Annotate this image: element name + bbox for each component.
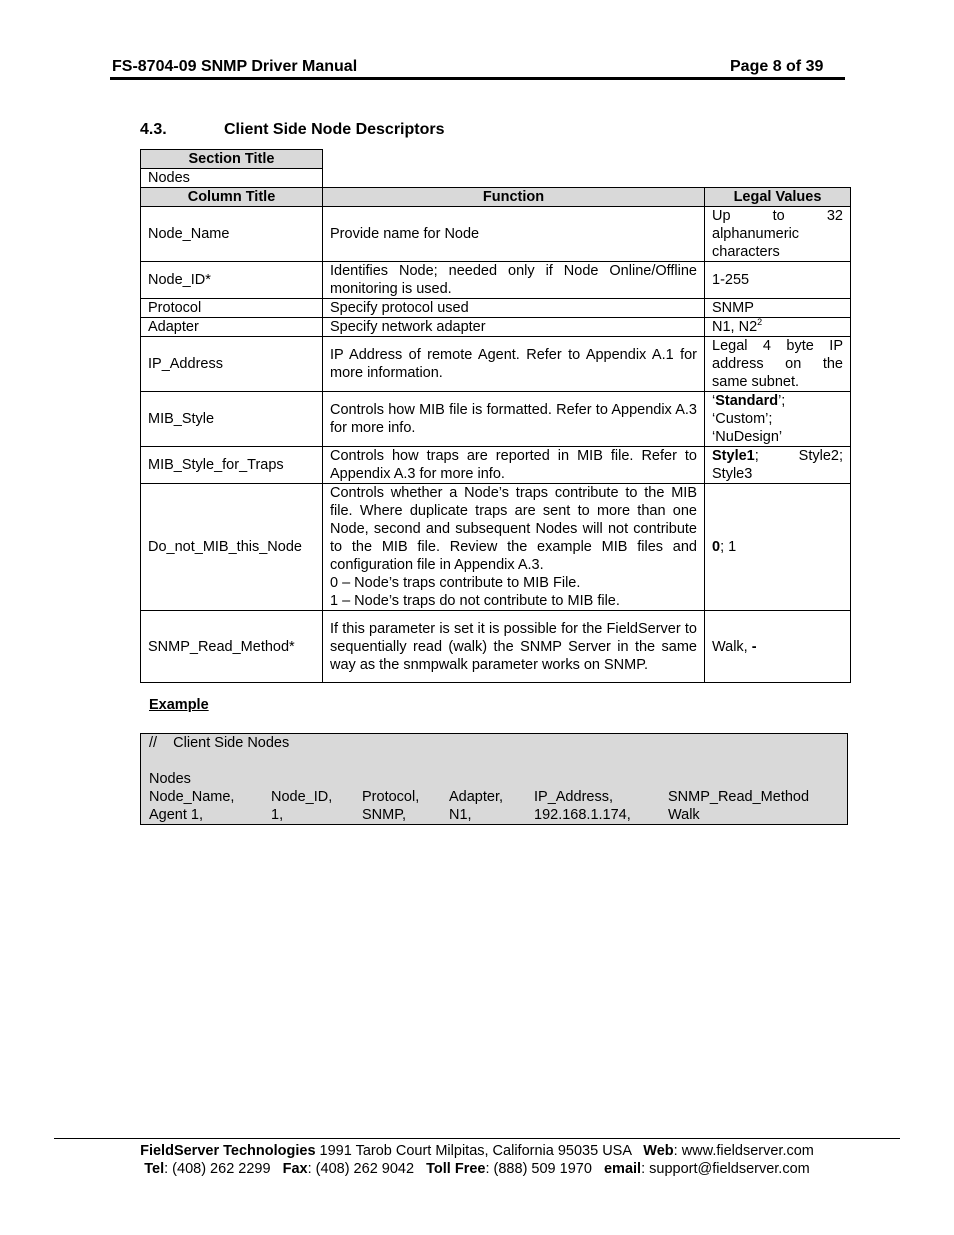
example-header: IP_Address, — [534, 789, 613, 805]
legal-text: N1, N2 — [712, 319, 758, 335]
param-function: Provide name for Node — [323, 207, 705, 262]
param-name: Node_Name — [141, 207, 323, 262]
footer-fax: : (408) 262 9042 — [307, 1161, 427, 1177]
column-header: Legal Values — [705, 188, 851, 207]
table-row — [141, 484, 851, 611]
table-row — [141, 299, 851, 318]
example-header: Adapter, — [449, 789, 504, 805]
footer-line-1 — [0, 1143, 954, 1159]
param-legal — [705, 447, 851, 484]
legal-text: ‘NuDesign’ — [712, 429, 783, 445]
table-row — [141, 318, 851, 337]
legal-default: 0 — [712, 539, 721, 555]
example-header: Protocol, — [362, 789, 420, 805]
param-legal: SNMP — [705, 299, 851, 318]
footnote-marker: 2 — [757, 317, 763, 328]
example-value: 192.168.1.174, — [534, 807, 631, 823]
legal-default: - — [751, 638, 757, 655]
param-function: If this parameter is set it is possible for the FieldServer to sequentially read (walk) the SNMP Server in the same way as the snmpwalk parameter works on SNMP. — [323, 611, 705, 683]
legal-text: ; Style2; Style3 — [712, 448, 843, 482]
param-legal: 1-255 — [705, 262, 851, 299]
footer-tollfree: : (888) 509 1970 — [485, 1161, 604, 1177]
legal-default: Style1 — [712, 448, 755, 464]
footer-tel-label: Tel — [144, 1161, 165, 1177]
legal-text: ‘ — [712, 393, 716, 409]
example-value: 1, — [271, 807, 284, 823]
footer-line-2 — [0, 1161, 954, 1177]
function-text: Controls whether a Node’s traps contribute to the MIB file. Where duplicate traps are sent to more than one Node, second and subsequent Nodes will not contribute to the MIB file. Review the example MIB files and configuration file in Appendix A.3. — [330, 485, 697, 573]
footer-web: : www.fieldserver.com — [673, 1143, 814, 1159]
example-header: Node_Name, — [149, 789, 235, 805]
param-name: Adapter — [141, 318, 323, 337]
footer-email: : support@fieldserver.com — [641, 1161, 810, 1177]
table-row — [141, 447, 851, 484]
param-legal: Up to 32 alphanumeric characters — [705, 207, 851, 262]
table-row — [141, 611, 851, 683]
param-name: Node_ID* — [141, 262, 323, 299]
legal-text: ’; — [778, 393, 786, 409]
table-row — [141, 262, 851, 299]
example-value: SNMP, — [362, 807, 407, 823]
example-value: Agent 1, — [149, 807, 204, 823]
section-number: 4.3. — [140, 121, 167, 138]
footer-rule — [54, 1138, 900, 1139]
example-section: Nodes — [149, 771, 191, 787]
example-value: N1, — [449, 807, 472, 823]
table-row — [141, 207, 851, 262]
footer-address: 1991 Tarob Court Milpitas, California 95035 USA — [315, 1143, 644, 1159]
example-config-box — [140, 733, 848, 825]
param-legal — [705, 318, 851, 337]
footer-email-label: email — [603, 1161, 642, 1177]
param-function: Specify network adapter — [323, 318, 705, 337]
footer-tel: : (408) 262 2299 — [164, 1161, 283, 1177]
legal-default: Standard — [715, 393, 779, 409]
param-function: Identifies Node; needed only if Node Online/Offline monitoring is used. — [323, 262, 705, 299]
param-function: IP Address of remote Agent. Refer to Appendix A.1 for more information. — [323, 337, 705, 392]
document-title: FS-8704-09 SNMP Driver Manual — [112, 58, 358, 75]
param-name: MIB_Style — [141, 392, 323, 447]
footer-company: FieldServer Technologies — [140, 1143, 316, 1159]
param-name: SNMP_Read_Method* — [141, 611, 323, 683]
page-number: Page 8 of 39 — [730, 58, 824, 75]
param-name: MIB_Style_for_Traps — [141, 447, 323, 484]
table-row — [141, 392, 851, 447]
param-legal — [705, 484, 851, 611]
function-text: 0 – Node’s traps contribute to MIB File. — [330, 575, 581, 591]
column-header: Function — [323, 188, 705, 207]
example-label: Example — [149, 697, 209, 713]
param-legal — [705, 611, 851, 683]
section-title: Client Side Node Descriptors — [224, 121, 445, 138]
param-function: Controls how traps are reported in MIB file. Refer to Appendix A.3 for more info. — [323, 447, 705, 484]
param-legal — [705, 392, 851, 447]
param-name: Protocol — [141, 299, 323, 318]
legal-text: Walk, — [712, 638, 752, 655]
param-name: Do_not_MIB_this_Node — [141, 484, 323, 611]
param-name: IP_Address — [141, 337, 323, 392]
footer-tollfree-label: Toll Free — [426, 1161, 486, 1177]
example-value: Walk — [668, 807, 700, 823]
param-function: Specify protocol used — [323, 299, 705, 318]
legal-text: ; 1 — [720, 539, 737, 555]
node-descriptor-table — [140, 149, 851, 683]
legal-text: ‘Custom’; — [712, 411, 773, 427]
param-function — [323, 484, 705, 611]
function-text: 1 – Node’s traps do not contribute to MIB file. — [330, 593, 620, 609]
section-title-value: Nodes — [141, 169, 323, 188]
footer-web-label: Web — [643, 1143, 674, 1159]
table-row — [141, 337, 851, 392]
example-header: Node_ID, — [271, 789, 333, 805]
param-legal: Legal 4 byte IP address on the same subnet. — [705, 337, 851, 392]
example-comment: // Client Side Nodes — [149, 735, 290, 751]
param-function: Controls how MIB file is formatted. Refer to Appendix A.3 for more info. — [323, 392, 705, 447]
footer-fax-label: Fax — [282, 1161, 308, 1177]
header-rule — [110, 77, 845, 80]
example-header: SNMP_Read_Method — [668, 789, 810, 805]
column-header: Column Title — [141, 188, 323, 207]
section-title-header: Section Title — [141, 150, 323, 169]
